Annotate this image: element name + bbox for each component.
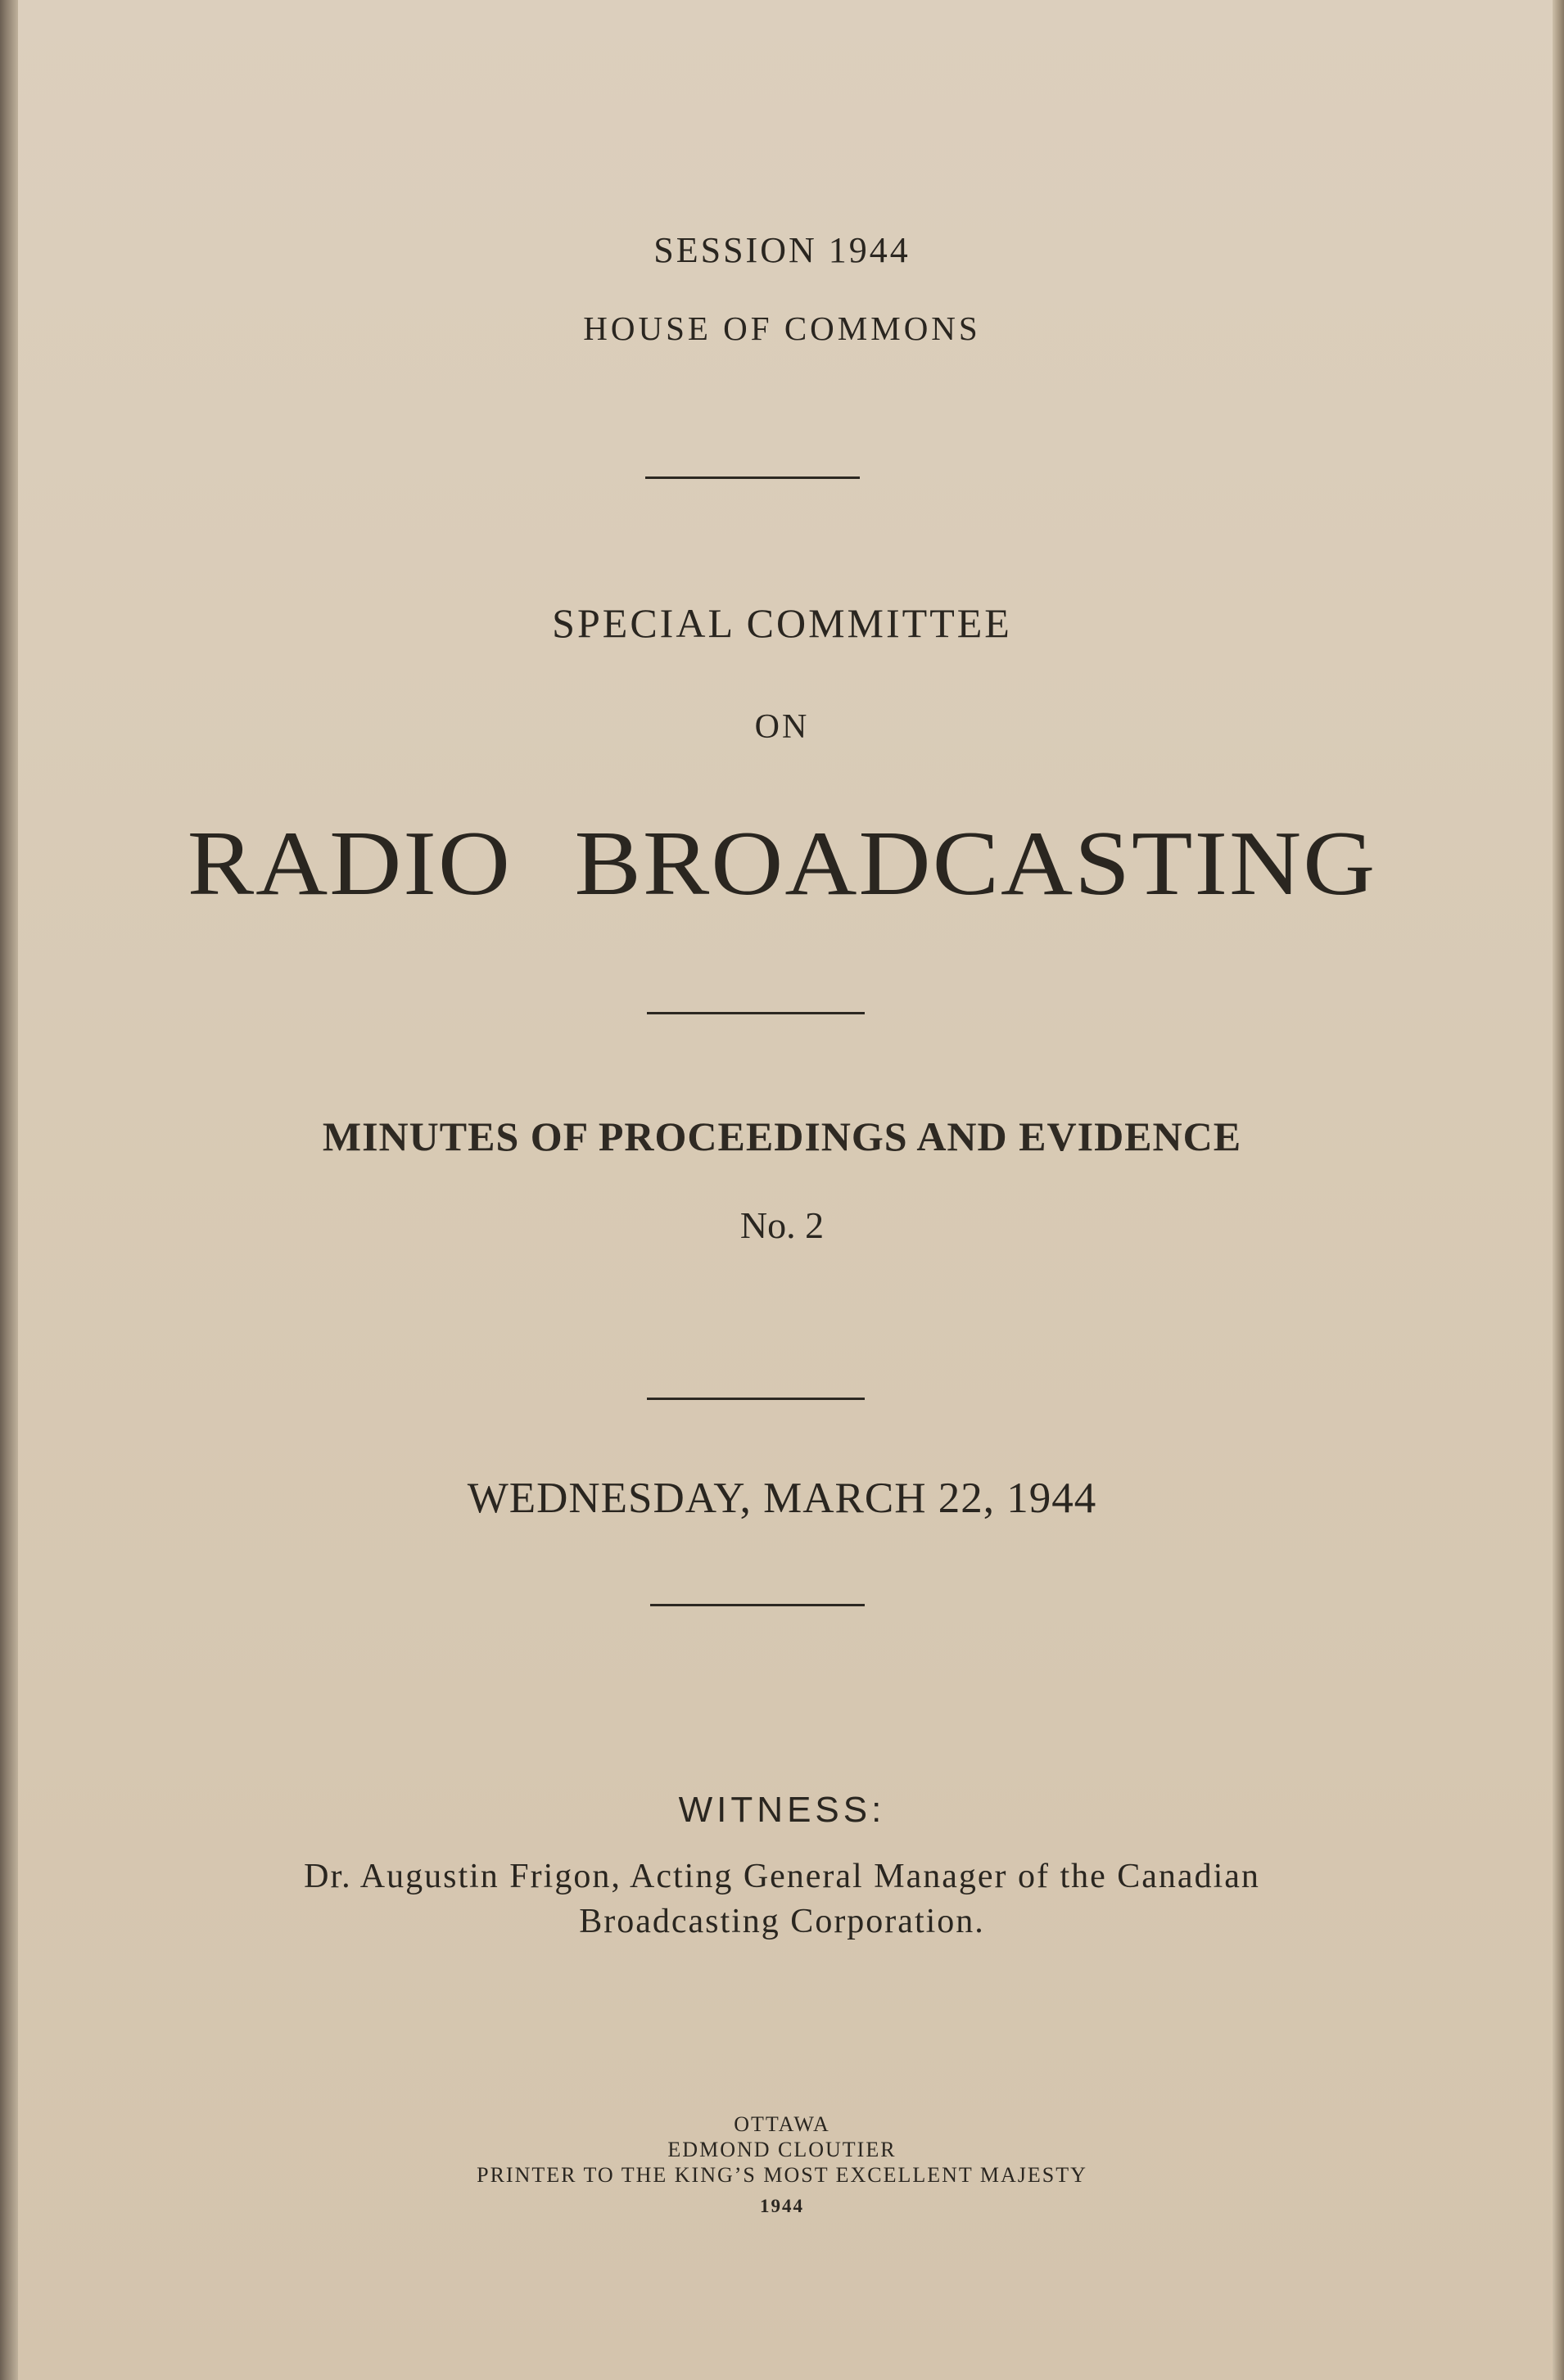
witness-description xyxy=(164,1854,1400,1944)
document-type: MINUTES OF PROCEEDINGS AND EVIDENCE xyxy=(322,1113,1242,1159)
witness-line-2: Broadcasting Corporation. xyxy=(579,1903,985,1940)
witness-heading: WITNESS: xyxy=(678,1790,886,1830)
binding-edge-left xyxy=(0,0,18,2380)
imprint-printer-title: PRINTER TO THE KING’S MOST EXCELLENT MAJESTY xyxy=(477,2163,1087,2187)
session-label: SESSION 1944 xyxy=(653,230,911,270)
imprint-printer: EDMOND CLOUTIER xyxy=(667,2138,897,2161)
imprint-city: OTTAWA xyxy=(734,2112,830,2136)
binding-edge-right xyxy=(1553,0,1564,2380)
divider-rule xyxy=(650,1604,865,1606)
imprint-year: 1944 xyxy=(760,2196,804,2216)
meeting-date: WEDNESDAY, MARCH 22, 1944 xyxy=(467,1475,1097,1522)
divider-rule xyxy=(647,1398,865,1400)
issue-number: No. 2 xyxy=(739,1204,825,1246)
divider-rule xyxy=(645,476,860,479)
committee-label: SPECIAL COMMITTEE xyxy=(552,600,1012,646)
divider-rule xyxy=(647,1012,865,1014)
on-label: ON xyxy=(754,708,810,746)
house-label: HOUSE OF COMMONS xyxy=(583,309,981,347)
witness-line-1: Dr. Augustin Frigon, Acting General Manager of the Canadian xyxy=(304,1858,1260,1895)
main-title: RADIO BROADCASTING xyxy=(187,812,1377,915)
